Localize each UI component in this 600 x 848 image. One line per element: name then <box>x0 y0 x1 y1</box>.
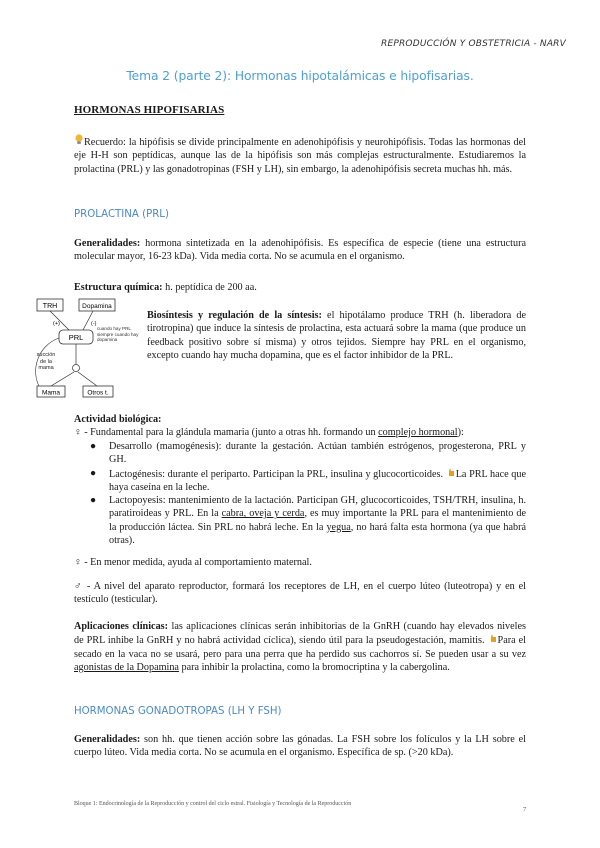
prl-female-line2: ♀ - En menor medida, ayuda al comportamiento maternal. <box>74 557 312 568</box>
prl-biosynthesis-text: el hipotálamo produce TRH (h. liberadora de tirotropina) que induce la síntesis de prolactina, esta actuará sobre la mama (que produce un feedback positivo sobre sí misma) y otros tejidos. Siempre hay PRL en el organismo, excepto cuando hay mucha dopamina, que es el factor inhibidor de la PRL. <box>147 310 526 362</box>
pointing-hand-icon <box>488 633 498 647</box>
bullet-dot: ● <box>90 468 97 479</box>
bullet-text: Lactopoyesis: mantenimiento de la lactación. Participan GH, glucocorticoides, TSH/TRH, insulina, h. paratiroideas y PRL. En la cabra, oveja y cerda, es muy importante la PRL para el mantenimiento de la producción láctea. Sin PRL no habrá leche. En la yegua, no hará falta esta hormona (ya que habrá otras). <box>109 495 526 547</box>
bullet-lactopoiesis <box>90 494 526 548</box>
bullet-mamogenesis <box>90 440 526 467</box>
prl-activity-label: Actividad biológica: <box>74 414 162 425</box>
hormone-complex-link: complejo hormonal <box>378 427 458 438</box>
gn-generalities-label: Generalidades: <box>74 734 141 745</box>
prl-biosynthesis <box>147 309 526 363</box>
trh-label: TRH <box>42 303 58 310</box>
prl-biosynthesis-label: Biosíntesis y regulación de la síntesis: <box>147 310 322 321</box>
pointing-hand-icon <box>446 467 456 481</box>
other-tissues-label: Otros t. <box>87 389 109 397</box>
dopamine-label: Dopamina <box>82 303 112 310</box>
bullet-dot: ● <box>90 495 97 506</box>
bullet-text: Lactogénesis: durante el periparto. Participan la PRL, insulina y glucocorticoides. La PRL hace que haya caseína en la leche. <box>109 469 527 494</box>
section-heading-gonadotropins: HORMONAS GONADOTROPAS (LH Y FSH) <box>74 706 282 717</box>
intro-paragraph <box>74 134 526 176</box>
prl-generalities-label: Generalidades: <box>74 238 141 249</box>
section-heading-hormones: HORMONAS HIPOFISARIAS <box>74 104 225 116</box>
bullet-dot: ● <box>90 441 97 452</box>
section-heading-prolactin: PROLACTINA (PRL) <box>74 209 169 220</box>
suction-label: succión de la mama <box>36 352 56 371</box>
prl-structure-label: Estructura química: <box>74 282 163 293</box>
gn-generalities <box>74 733 526 760</box>
prl-structure <box>74 281 526 294</box>
prl-activity-label-row <box>74 413 526 426</box>
gn-generalities-text: son hh. que tienen acción sobre las gónadas. La FSH sobre los folículos y la LH sobre el cuerpo lúteo. Vida media corta. No se acumula en el organismo. Específica de sp. (>20 kDa). <box>74 734 526 759</box>
prl-male-line: ♂ - A nivel del aparato reproductor, formará los receptores de LH, en el cuerpo lúteo (luteotropa) y en el testículo (testicular). <box>74 581 526 606</box>
prl-generalities <box>74 237 526 264</box>
minus-sign-1: (-) <box>91 321 97 327</box>
dopamine-agonists-link: agonistas de la Dopamina <box>74 662 179 674</box>
page-number: 7 <box>523 806 527 813</box>
prl-structure-text: h. peptídica de 200 aa. <box>162 282 257 293</box>
prl-generalities-text: hormona sintetizada en la adenohipófisis. Es específica de especie (tiene una estructura molecular mayor, 16-23 kDa). Vida media corta. No se acumula en el organismo. <box>74 238 526 263</box>
course-header: REPRODUCCIÓN Y OBSTETRICIA - NARV <box>380 39 566 49</box>
clinical-label: Aplicaciones clínicas: <box>74 621 169 632</box>
prl-label: PRL <box>68 333 84 342</box>
footer-text: Bloque 1: Endocrinología de la Reproducción y control del ciclo estral. Fisiología y Tecnología de la Reproducción <box>74 801 352 807</box>
female-line-text: ♀ - Fundamental para la glándula mamaria (junto a otras hh. formando un <box>74 427 379 438</box>
prl-female-line <box>74 426 526 439</box>
breast-label: Mama <box>41 389 61 397</box>
female-line-end: ): <box>457 427 464 438</box>
plus-sign-1: (+) <box>53 321 60 327</box>
prolactin-regulation-diagram <box>33 296 143 400</box>
bullet-lactogenesis <box>90 467 526 495</box>
diagram-note: cuando hay PRL siempre cuando hay dopamina <box>97 326 139 343</box>
lightbulb-icon <box>74 134 84 149</box>
prl-clinical: Aplicaciones clínicas: las aplicaciones clínicas serán inhibitorias de la GnRH (cuando hay elevados niveles de PRL inhibe la GnRH y no habrá actividad cíclica), siendo útil para la pseudogestación, mamitis. Para el secado en la vaca no se usará, pero para una perra que ha perdido sus cachorros sí. Se pueden usar a su vez agonistas de la Dopamina para inhibir la prolactina, como la bromocriptina y la cabergolina. <box>74 621 527 674</box>
intro-text: Recuerdo: la hipófisis se divide principalmente en adenohipófisis y neurohipófisis. Todas las hormonas del eje H-H son peptídicas, aunque las de la hipófisis son más complejas estructuralmente. Estudiaremos la prolactina (PRL) y las gonadotropinas (FSH y LH), sin embargo, la adenohipófisis secreta muchas hh. más. <box>74 137 526 175</box>
bullet-text: Desarrollo (mamogénesis): durante la gestación. Actúan también estrógenos, progesterona, PRL y GH. <box>109 441 526 466</box>
page-title: Tema 2 (parte 2): Hormonas hipotalámicas e hipofisarias. <box>126 69 474 83</box>
